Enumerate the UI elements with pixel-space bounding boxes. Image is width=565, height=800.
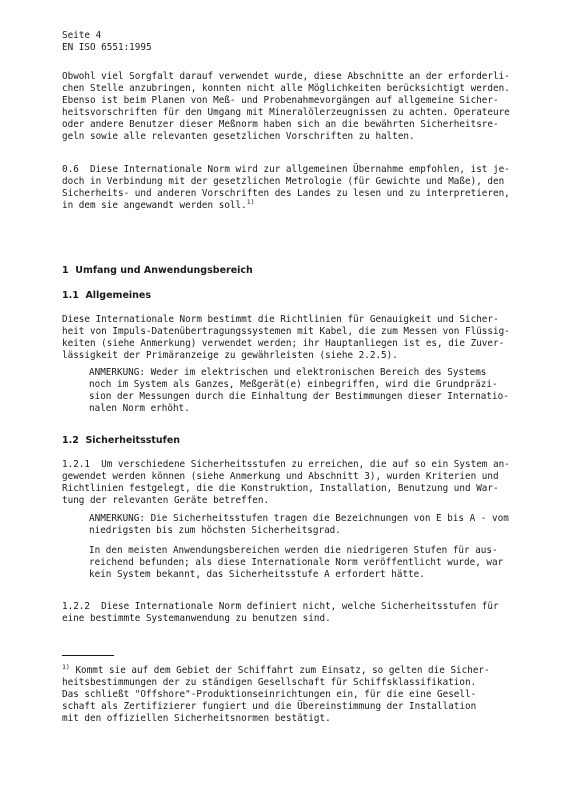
paragraph-0-6 [62, 164, 532, 212]
section-heading: 1 Umfang und Anwendungsbereich [62, 265, 253, 276]
text-line: ANMERKUNG: Die Sicherheitsstufen tragen die Bezeichnungen von E bis A - vom [89, 513, 509, 524]
paragraph-1-2-1 [62, 459, 532, 507]
text-line: Ebenso ist beim Planen von Meß- und Probenahmevorgängen auf allgemeine Sicher- [62, 95, 499, 106]
text-line: In den meisten Anwendungsbereichen werden die niedrigeren Stufen für aus- [89, 545, 498, 556]
text-line: 1.2.1 Um verschiedene Sicherheitsstufen zu erreichen, die auf so ein System an- [62, 459, 510, 470]
text-line: chen Stelle anzubringen, konnten nicht alle Möglichkeiten berücksichtigt werden. [62, 83, 510, 94]
text-line: 0.6 Diese Internationale Norm wird zur allgemeinen Übernahme empfohlen, ist je- [62, 164, 510, 175]
text-line: doch in Verbindung mit der gesetzlichen Metrologie (für Gewichte und Maße), den [62, 176, 505, 187]
text-line: sion der Messungen durch die Einhaltung der Bestimmungen dieser Internatio- [89, 391, 509, 402]
text-line: niedrigsten bis zum höchsten Sicherheitsgrad. [89, 525, 341, 536]
text-line: Richtlinien festgelegt, die die Konstruktion, Installation, Benutzung und War- [62, 483, 499, 494]
text-line: heitsbestimmungen der zu ständigen Gesellschaft für Schiffsklassifikation. [62, 677, 477, 688]
text-line: schaft als Zertifizierer fungiert und die Übereinstimmung der Installation [62, 701, 477, 712]
subsection-heading: 1.2 Sicherheitsstufen [62, 435, 181, 446]
text-line [62, 197, 532, 212]
text-line: gewendet werden können (siehe Anmerkung und Abschnitt 3), wurden Kriterien und [62, 471, 499, 482]
footnote [62, 662, 532, 725]
text-line: kein System bekannt, das Sicherheitsstufe A erfordert hätte. [89, 569, 425, 580]
text-line: noch im System als Ganzes, Meßgerät(e) einbegriffen, wird die Grundpräzi- [89, 379, 498, 390]
text-line: Obwohl viel Sorgfalt darauf verwendet wurde, diese Abschnitte an der erforderli- [62, 71, 510, 82]
text-line: tung der relevanten Geräte betreffen. [62, 495, 270, 506]
footnote-reference: 1) [246, 197, 255, 206]
text-line: reichend befunden; als diese Internationale Norm veröffentlicht wurde, war [89, 557, 504, 568]
text-line: heitsvorschriften für den Umgang mit Mineralölerzeugnissen zu achten. Operateure [62, 107, 510, 118]
section-1-1-heading [62, 290, 532, 302]
intro-paragraph [62, 71, 532, 143]
footnote-marker: 1) [62, 662, 70, 671]
text-line: lässigkeit der Primäranzeige zu gewährleisten (siehe 2.2.5). [62, 350, 398, 361]
paragraph-1-2-2 [62, 601, 532, 625]
standard-number: EN ISO 6551:1995 [62, 42, 152, 53]
note-1-1 [89, 367, 529, 415]
text-fragment: Kommt sie auf dem Gebiet der Schiffahrt zum Einsatz, so gelten die Sicher- [75, 665, 490, 676]
text-line [62, 662, 532, 677]
text-line: geln sowie alle relevanten gesetzlichen Vorschriften zu halten. [62, 131, 415, 142]
text-line: Das schließt "Offshore"-Produktionseinrichtungen ein, für die eine Gesell- [62, 689, 477, 700]
text-fragment: in dem sie angewandt werden soll. [62, 200, 247, 211]
subsection-heading: 1.1 Allgemeines [62, 290, 152, 301]
note-1-2-1a [89, 513, 529, 537]
page-number: Seite 4 [62, 30, 102, 41]
page-header [62, 30, 532, 54]
text-line: keiten (siehe Anmerkung) verwendet werden; ihr Hauptanliegen ist es, die Zuver- [62, 338, 505, 349]
text-line: Sicherheits- und anderen Vorschriften des Landes zu lesen und zu interpretieren, [62, 188, 510, 199]
text-line: mit den offiziellen Sicherheitsnormen bestätigt. [62, 713, 331, 724]
text-line: nalen Norm erhöht. [89, 403, 190, 414]
section-1-2-heading [62, 435, 532, 447]
text-line: ANMERKUNG: Weder im elektrischen und elektronischen Bereich des Systems [89, 367, 487, 378]
section-1-heading [62, 265, 532, 277]
text-line: eine bestimmte Systemanwendung zu benutzen sind. [62, 613, 331, 624]
footnote-separator [62, 655, 114, 656]
text-line: Diese Internationale Norm bestimmt die Richtlinien für Genauigkeit und Sicher- [62, 314, 499, 325]
text-line: oder andere Benutzer dieser Meßnorm haben sich an die bewährten Sicherheitsre- [62, 119, 499, 130]
text-line: heit von Impuls-Datenübertragungssystemen mit Kabel, die zum Messen von Flüssig- [62, 326, 510, 337]
note-1-2-1b [89, 545, 529, 581]
text-line: 1.2.2 Diese Internationale Norm definiert nicht, welche Sicherheitsstufen für [62, 601, 499, 612]
paragraph-1-1 [62, 314, 532, 362]
